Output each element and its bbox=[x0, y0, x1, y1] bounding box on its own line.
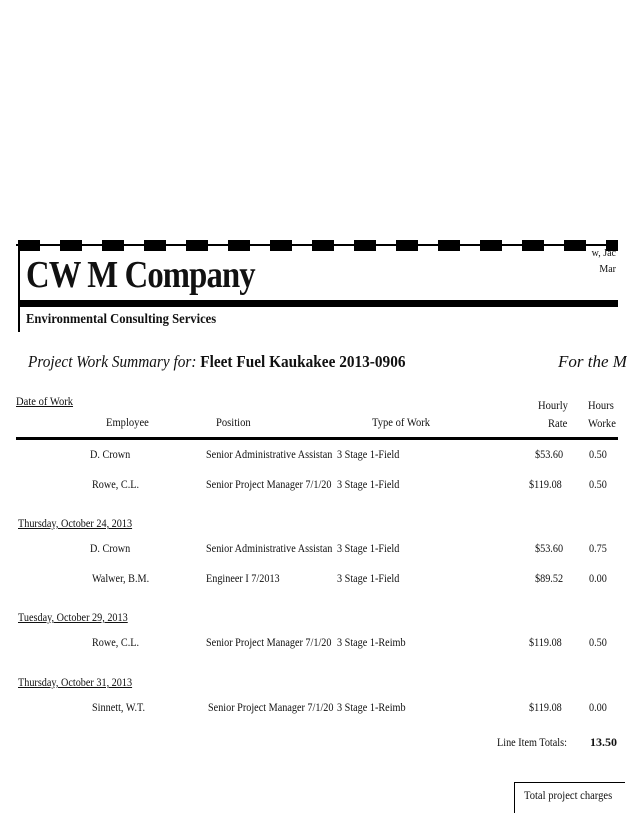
row-rate: $119.08 bbox=[529, 635, 562, 649]
column-header-hours-2: Worke bbox=[588, 416, 616, 430]
row-hours: 0.00 bbox=[589, 700, 607, 714]
row-rate: $119.08 bbox=[529, 700, 562, 714]
row-employee: D. Crown bbox=[90, 541, 131, 555]
row-position: Senior Project Manager 7/1/20 bbox=[208, 700, 334, 714]
row-hours: 0.50 bbox=[589, 635, 607, 649]
company-tagline: Environmental Consulting Services bbox=[26, 312, 217, 327]
row-rate: $89.52 bbox=[535, 571, 564, 585]
summary-title bbox=[28, 352, 406, 372]
header-corner-text: w, Jac bbox=[591, 248, 616, 259]
column-header-employee: Employee bbox=[106, 415, 149, 429]
header-dash-border bbox=[16, 240, 618, 254]
row-employee: Rowe, C.L. bbox=[92, 635, 140, 649]
period-label: For the M bbox=[558, 352, 627, 371]
row-type: 3 Stage 1-Field bbox=[337, 477, 400, 491]
work-date-heading: Thursday, October 31, 2013 bbox=[18, 675, 133, 689]
row-type: 3 Stage 1-Reimb bbox=[337, 635, 406, 649]
row-position: Senior Administrative Assistan bbox=[206, 541, 333, 555]
row-hours: 0.00 bbox=[589, 571, 607, 585]
total-project-charges-label: Total project charges bbox=[524, 788, 613, 802]
row-type: 3 Stage 1-Field bbox=[337, 447, 400, 461]
row-employee: Sinnett, W.T. bbox=[92, 700, 146, 714]
row-employee: Rowe, C.L. bbox=[92, 477, 140, 491]
project-name: Fleet Fuel Kaukakee 2013-0906 bbox=[200, 352, 406, 371]
row-type: 3 Stage 1-Field bbox=[337, 541, 400, 555]
row-rate: $119.08 bbox=[529, 477, 562, 491]
header-left-rule bbox=[18, 250, 20, 332]
work-date-heading: Thursday, October 24, 2013 bbox=[18, 516, 133, 530]
row-hours: 0.50 bbox=[589, 477, 607, 491]
line-item-totals-hours: 13.50 bbox=[590, 735, 617, 749]
row-type: 3 Stage 1-Field bbox=[337, 571, 400, 585]
column-header-type: Type of Work bbox=[372, 415, 431, 429]
row-type: 3 Stage 1-Reimb bbox=[337, 700, 406, 714]
row-position: Senior Project Manager 7/1/20 bbox=[206, 477, 332, 491]
column-header-position: Position bbox=[216, 415, 251, 429]
row-employee: Walwer, B.M. bbox=[92, 571, 150, 585]
column-header-rate-2: Rate bbox=[548, 416, 568, 430]
column-header-rate-1: Hourly bbox=[538, 398, 568, 412]
work-date-heading: Tuesday, October 29, 2013 bbox=[18, 610, 128, 624]
row-position: Engineer I 7/2013 bbox=[206, 571, 280, 585]
row-rate: $53.60 bbox=[535, 541, 564, 555]
row-position: Senior Administrative Assistan bbox=[206, 447, 333, 461]
row-rate: $53.60 bbox=[535, 447, 564, 461]
row-position: Senior Project Manager 7/1/20 bbox=[206, 635, 332, 649]
header-thick-rule bbox=[18, 300, 618, 307]
row-hours: 0.50 bbox=[589, 447, 607, 461]
row-hours: 0.75 bbox=[589, 541, 607, 555]
company-name: CW M Company bbox=[26, 254, 255, 296]
column-header-rule bbox=[16, 437, 618, 440]
summary-label: Project Work Summary for: bbox=[28, 352, 197, 371]
line-item-totals-label: Line Item Totals: bbox=[497, 735, 567, 749]
header-corner-text-2: Mar bbox=[599, 264, 616, 275]
row-employee: D. Crown bbox=[90, 447, 131, 461]
column-header-date: Date of Work bbox=[16, 394, 74, 408]
column-header-hours-1: Hours bbox=[588, 398, 614, 412]
